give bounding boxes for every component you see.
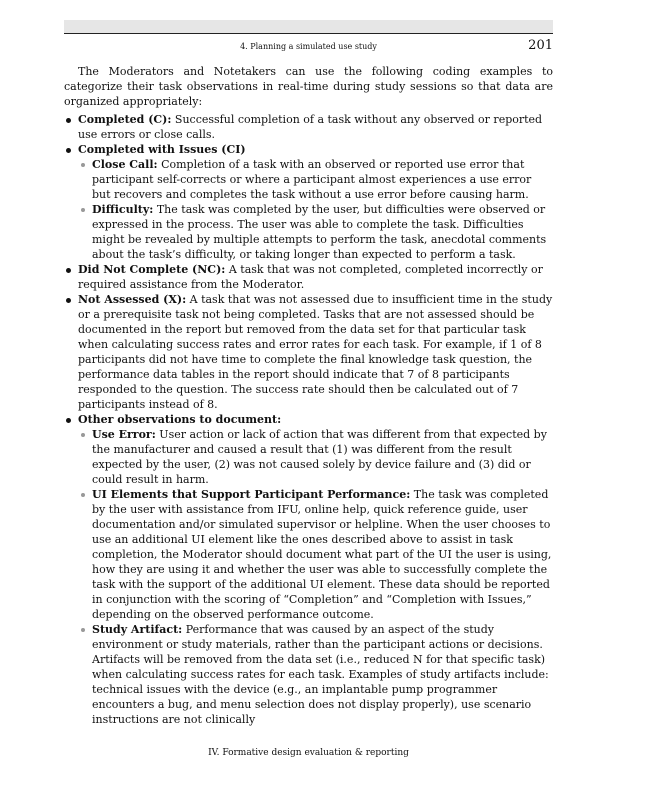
intro-paragraph: The Moderators and Notetakers can use the following coding examples to categorize their task observations in real-time during study sessions so that data are organized appropriately:: [64, 65, 553, 108]
body-text: [64, 64, 553, 727]
list-item-other-observations: [64, 412, 553, 727]
running-title: 4. Planning a simulated use study: [240, 42, 377, 51]
sublist-completed-with-issues: [78, 157, 553, 262]
sublist-item-close-call: [78, 157, 553, 202]
term-completed-with-issues: Completed with Issues (CI): [78, 143, 246, 156]
list-item-not-assessed: [64, 292, 553, 412]
sublist-item-difficulty: [78, 202, 553, 262]
desc-did-not-complete: A task that was not completed, completed incorrectly or required assistance from the Moderator.: [78, 263, 543, 291]
header-rule: [64, 33, 553, 34]
term-ui-elements: UI Elements that Support Participant Performance:: [92, 488, 411, 501]
list-item-completed: [64, 112, 553, 142]
desc-completed: Successful completion of a task without any observed or reported use errors or close calls.: [78, 113, 543, 141]
sublist-item-use-error: [78, 427, 553, 487]
sublist-other-observations: [78, 427, 553, 727]
term-study-artifact: Study Artifact:: [92, 623, 183, 636]
desc-study-artifact: Performance that was caused by an aspect of the study environment or study materials, rather than the participant actions or decisions. Artifacts will be removed from the data set (i.e., reduced N for that specific task) when calculating success rates for each task. Examples of study artifacts include: technical issues with the device (e.g., an implantable pump programmer encounters a bug, and menu selection does not display properly), use scenario instructions are not clinically: [92, 623, 549, 726]
list-item-completed-with-issues: [64, 142, 553, 262]
term-use-error: Use Error:: [92, 428, 156, 441]
term-completed: Completed (C):: [78, 113, 172, 126]
desc-ui-elements: The task was completed by the user with assistance from IFU, online help, quick reference guide, user documentation and/or simulated supervisor or helpline. When the user chooses to use an additional UI element like the ones described above to assist in task completion, the Moderator should document what part of the UI the user is using, how they are using it and whether the user was able to successfully complete the task with the support of the additional UI element. These data should be reported in conjunction with the scoring of “Completion” and “Completion with Issues,” depending on the observed performance outcome.: [92, 488, 552, 621]
sublist-item-ui-elements: [78, 487, 553, 622]
term-did-not-complete: Did Not Complete (NC):: [78, 263, 226, 276]
desc-difficulty: The task was completed by the user, but difficulties were observed or expressed in the process. The user was able to complete the task. Difficulties might be revealed by multiple attempts to perform the task, anecdotal comments about the task’s difficulty, or taking longer than expected to perform a task.: [92, 203, 547, 261]
page-number: 201: [528, 38, 553, 53]
term-other-observations: Other observations to document:: [78, 413, 282, 426]
running-header: [64, 40, 553, 56]
sublist-item-study-artifact: [78, 622, 553, 727]
desc-use-error: User action or lack of action that was different from that expected by the manufacturer and caused a result that (1) was different from the result expected by the user, (2) was not caused solely by device failure and (3) did or could result in harm.: [92, 428, 547, 486]
header-band: [64, 20, 553, 33]
page-footer: IV. Formative design evaluation & reporting: [208, 748, 409, 758]
list-item-did-not-complete: [64, 262, 553, 292]
desc-close-call: Completion of a task with an observed or reported use error that participant self-corrects or where a participant almost experiences a use error but recovers and completes the task without a use error before causing harm.: [92, 158, 532, 201]
term-close-call: Close Call:: [92, 158, 158, 171]
coding-list: [64, 112, 553, 727]
term-difficulty: Difficulty:: [92, 203, 154, 216]
desc-not-assessed: A task that was not assessed due to insufficient time in the study or a prerequisite task not being completed. Tasks that are not assessed should be documented in the report but removed from the data set for that particular task when calculating success rates and error rates for each task. For example, if 1 of 8 participants did not have time to complete the final knowledge task question, the performance data tables in the report should indicate that 7 of 8 participants responded to the question. The success rate should then be calculated out of 7 participants instead of 8.: [78, 293, 553, 411]
term-not-assessed: Not Assessed (X):: [78, 293, 187, 306]
